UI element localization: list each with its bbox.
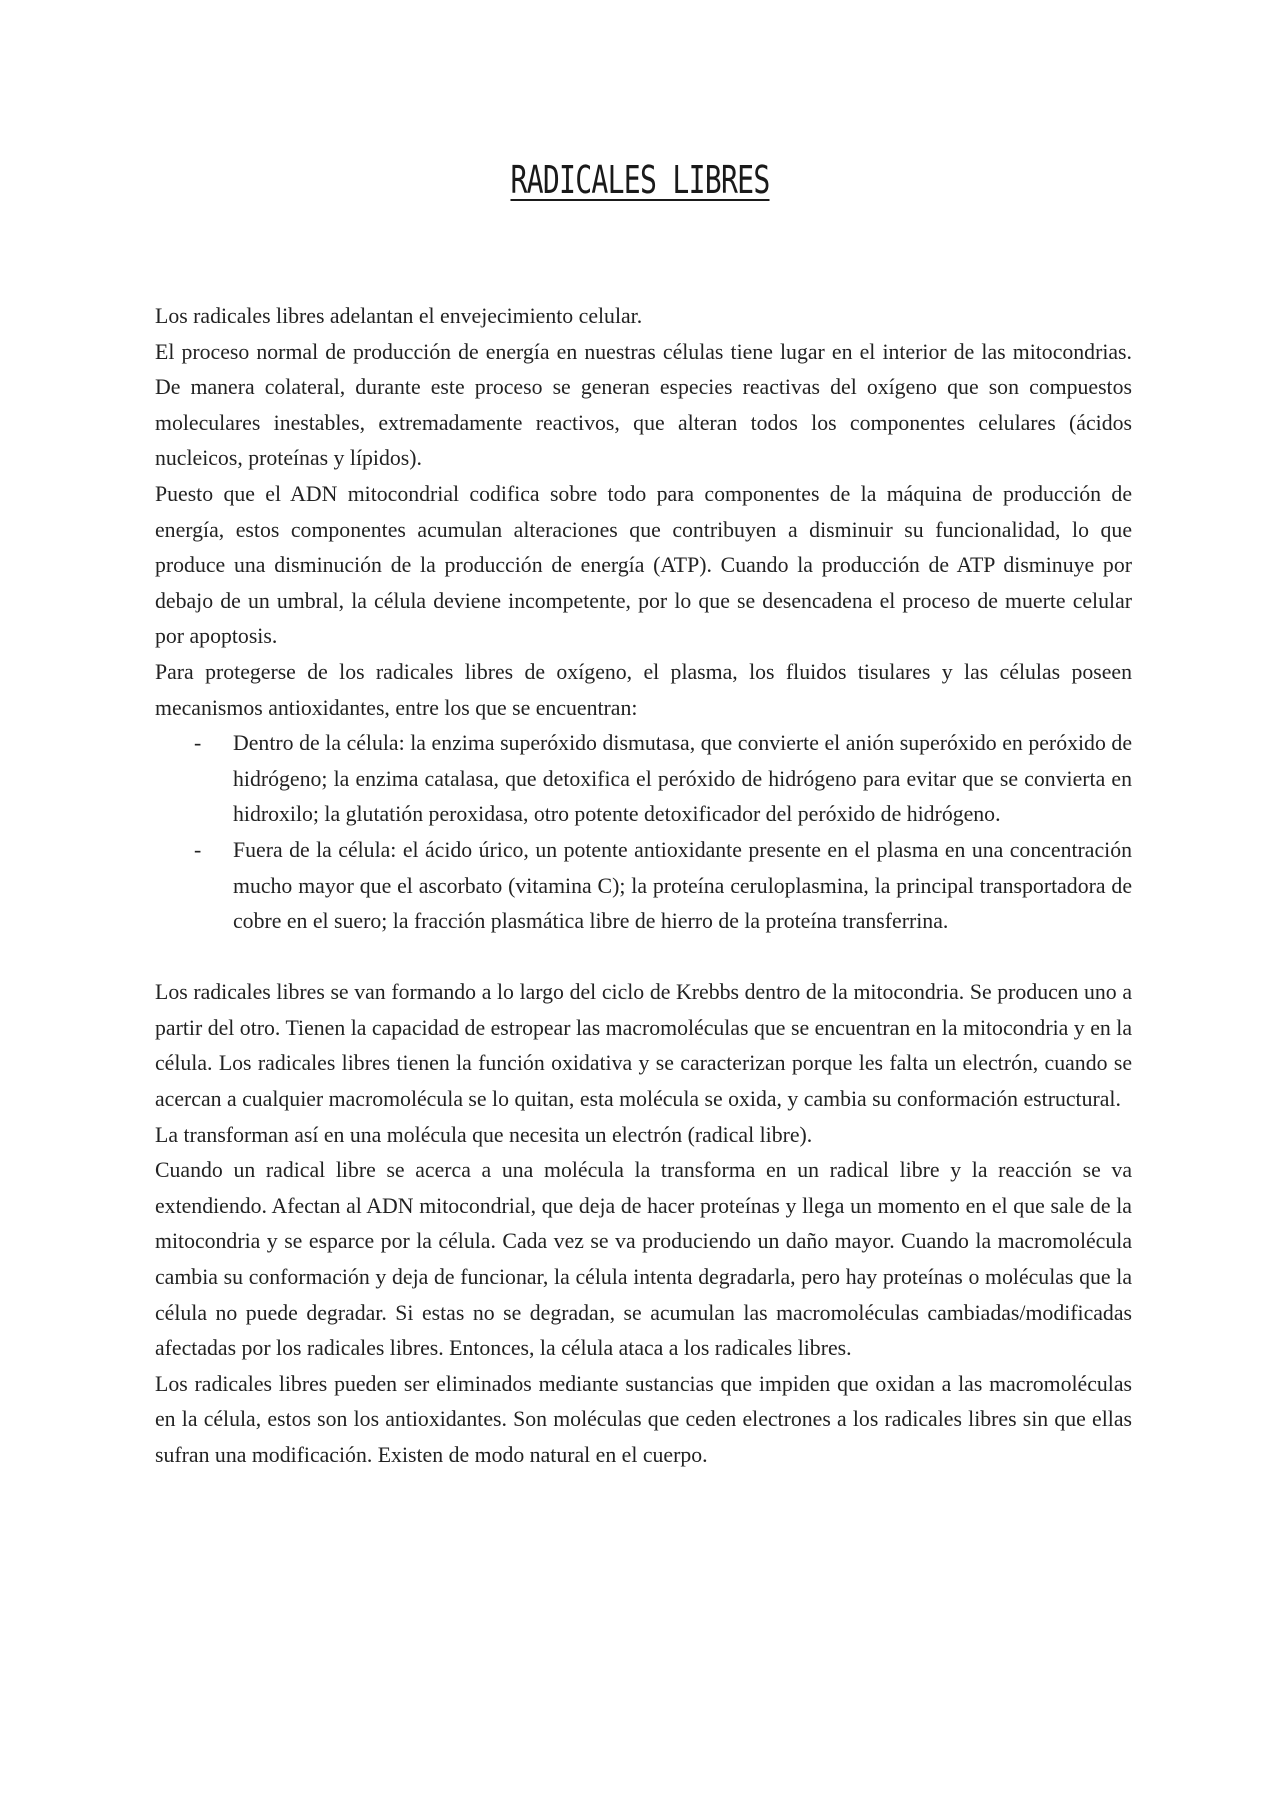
antioxidant-list (155, 726, 1132, 940)
paragraph-chain-reaction: Cuando un radical libre se acerca a una molécula la transforma en un radical libre y la reacción se va extendiendo. Afectan al ADN mitocondrial, que deja de hacer proteínas y llega un momento en el que sale de la mitocondria y se esparce por la célula. Cada vez se va produciendo un daño mayor. Cuando la macromolécula cambia su conformación y deja de funcionar, la célula intenta degradarla, pero hay proteínas o moléculas que la célula no puede degradar. Si estas no se degradan, se acumulan las macromoléculas cambiadas/modificadas afectadas por los radicales libres. Entonces, la célula ataca a los radicales libres. (155, 1158, 1132, 1361)
document-body (155, 299, 1132, 1474)
list-bullet: - (194, 837, 202, 862)
list-item-text: Dentro de la célula: la enzima superóxido dismutasa, que convierte el anión superóxido en peróxido de hidrógeno; la enzima catalasa, que detoxifica el peróxido de hidrógeno para evitar que se convierta en hidroxilo; la glutatión peroxidasa, otro potente detoxificador del peróxido de hidrógeno. (233, 731, 1132, 827)
paragraph-antioxidant-mechanisms: Para protegerse de los radicales libres de oxígeno, el plasma, los fluidos tisulares y las células poseen mecanismos antioxidantes, entre los que se encuentran: (155, 659, 1132, 720)
page-title: RADICALES LIBRES (510, 158, 770, 202)
paragraph-energy-production: El proceso normal de producción de energía en nuestras células tiene lugar en el interior de las mitocondrias. De manera colateral, durante este proceso se generan especies reactivas del oxígeno que son compuestos moleculares inestables, extremadamente reactivos, que alteran todos los componentes celulares (ácidos nucleicos, proteínas y lípidos). (155, 339, 1132, 471)
list-bullet: - (194, 731, 202, 756)
section-gap (155, 940, 1132, 976)
paragraph-transformation: La transforman así en una molécula que necesita un electrón (radical libre). (155, 1122, 813, 1147)
list-item-inside-cell (155, 726, 1132, 833)
paragraph-intro: Los radicales libres adelantan el envejecimiento celular. (155, 304, 643, 328)
paragraph-mitochondrial-dna: Puesto que el ADN mitocondrial codifica sobre todo para componentes de la máquina de producción de energía, estos componentes acumulan alteraciones que contribuyen a disminuir su funcionalidad, lo que produce una disminución de la producción de energía (ATP). Cuando la producción de ATP disminuye por debajo de un umbral, la célula deviene incompetente, por lo que se desencadena el proceso de muerte celular por apoptosis. (155, 481, 1132, 649)
paragraph-antioxidants: Los radicales libres pueden ser eliminados mediante sustancias que impiden que oxidan a las macromoléculas en la célula, estos son los antioxidantes. Son moléculas que ceden electrones a los radicales libres sin que ellas sufran una modificación. Existen de modo natural en el cuerpo. (155, 1371, 1132, 1467)
list-item-text: Fuera de la célula: el ácido úrico, un potente antioxidante presente en el plasma en una concentración mucho mayor que el ascorbato (vitamina C); la proteína ceruloplasmina, la principal transportadora de cobre en el suero; la fracción plasmática libre de hierro de la proteína transferrina. (233, 837, 1132, 934)
list-item-outside-cell (155, 833, 1132, 940)
paragraph-krebs-cycle: Los radicales libres se van formando a lo largo del ciclo de Krebbs dentro de la mitocondria. Se producen uno a partir del otro. Tienen la capacidad de estropear las macromoléculas que se encuentran en la mitocondria y en la célula. Los radicales libres tienen la función oxidativa y se caracterizan porque les falta un electrón, cuando se acercan a cualquier macromolécula se lo quitan, esta molécula se oxida, y cambia su conformación estructural. (155, 980, 1132, 1112)
